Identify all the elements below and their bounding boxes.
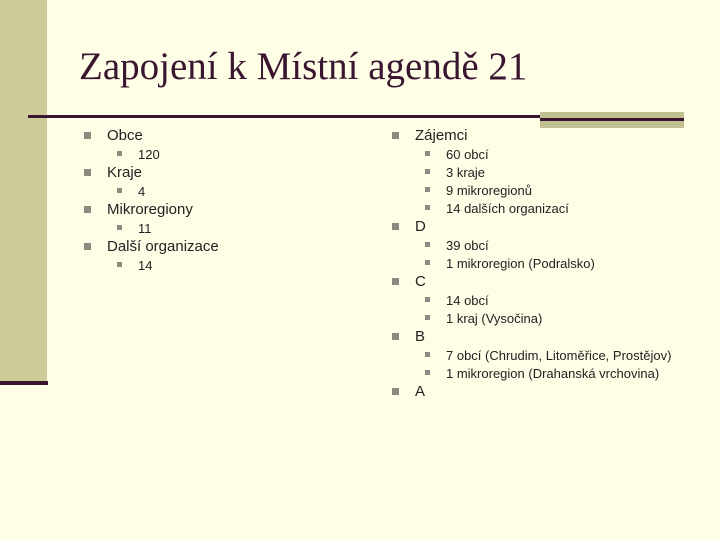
square-bullet-icon (425, 315, 430, 320)
list-item (84, 164, 354, 200)
list-item (392, 383, 692, 401)
sub-list-item (423, 311, 692, 327)
square-bullet-icon (84, 243, 91, 250)
sub-list-item-label: 3 kraje (446, 165, 486, 180)
list-item (84, 238, 354, 274)
sub-list-item (423, 256, 692, 272)
list-item (84, 127, 354, 163)
sub-list-item (423, 165, 692, 181)
square-bullet-icon (392, 388, 399, 395)
square-bullet-icon (425, 187, 430, 192)
sub-list-item-label: 4 (138, 184, 146, 199)
square-bullet-icon (425, 370, 430, 375)
square-bullet-icon (392, 223, 399, 230)
sub-list (415, 147, 692, 217)
sub-list-item-label: 1 kraj (Vysočina) (446, 311, 543, 326)
right-bullet-list (392, 126, 692, 401)
square-bullet-icon (117, 225, 122, 230)
list-item-label: Zájemci (415, 127, 468, 144)
left-bullet-list (84, 126, 354, 274)
list-item-label: C (415, 273, 426, 290)
square-bullet-icon (425, 297, 430, 302)
square-bullet-icon (84, 169, 91, 176)
sub-list-item-label: 7 obcí (Chrudim, Litoměřice, Prostějov) (446, 348, 672, 363)
sub-list-item (423, 366, 692, 382)
list-item-label: Mikroregiony (107, 201, 193, 218)
sub-list-item-label: 120 (138, 147, 160, 162)
sub-list-item-label: 14 (138, 258, 153, 273)
list-item (392, 218, 692, 272)
sub-list-item (115, 147, 354, 163)
square-bullet-icon (425, 352, 430, 357)
square-bullet-icon (84, 206, 91, 213)
list-item-label: A (415, 383, 426, 400)
list-item (392, 273, 692, 327)
sub-list-item (423, 348, 692, 364)
decorative-left-band-base (0, 381, 48, 385)
list-item-label: Kraje (107, 164, 143, 181)
sub-list (415, 293, 692, 327)
sub-list (107, 147, 354, 163)
square-bullet-icon (392, 132, 399, 139)
sub-list-item (115, 258, 354, 274)
square-bullet-icon (425, 205, 430, 210)
sub-list-item (115, 184, 354, 200)
square-bullet-icon (84, 132, 91, 139)
list-item-label: D (415, 218, 426, 235)
sub-list-item-label: 60 obcí (446, 147, 489, 162)
sub-list-item-label: 9 mikroregionů (446, 183, 532, 198)
square-bullet-icon (117, 151, 122, 156)
sub-list-item (423, 183, 692, 199)
sub-list (107, 221, 354, 237)
decorative-left-band (0, 0, 47, 382)
sub-list (107, 184, 354, 200)
list-item-label: Obce (107, 127, 143, 144)
sub-list (415, 238, 692, 272)
list-item-label: B (415, 328, 426, 345)
sub-list-item-label: 1 mikroregion (Drahanská vrchovina) (446, 366, 660, 381)
square-bullet-icon (117, 188, 122, 193)
sub-list-item (115, 221, 354, 237)
title-accent-line (540, 118, 684, 121)
list-item (392, 328, 692, 382)
square-bullet-icon (392, 333, 399, 340)
sub-list-item-label: 14 dalších organizací (446, 201, 569, 216)
sub-list-item-label: 14 obcí (446, 293, 489, 308)
sub-list-item (423, 293, 692, 309)
sub-list-item (423, 201, 692, 217)
list-item (84, 201, 354, 237)
square-bullet-icon (425, 169, 430, 174)
square-bullet-icon (425, 242, 430, 247)
sub-list-item (423, 238, 692, 254)
square-bullet-icon (425, 151, 430, 156)
square-bullet-icon (392, 278, 399, 285)
sub-list (107, 258, 354, 274)
list-item-label: Další organizace (107, 238, 219, 255)
sub-list-item-label: 39 obcí (446, 238, 489, 253)
sub-list (415, 348, 692, 382)
square-bullet-icon (117, 262, 122, 267)
slide-title: Zapojení k Místní agendě 21 (79, 45, 528, 88)
sub-list-item-label: 1 mikroregion (Podralsko) (446, 256, 595, 271)
square-bullet-icon (425, 260, 430, 265)
sub-list-item-label: 11 (138, 221, 152, 236)
sub-list-item (423, 147, 692, 163)
list-item (392, 127, 692, 217)
